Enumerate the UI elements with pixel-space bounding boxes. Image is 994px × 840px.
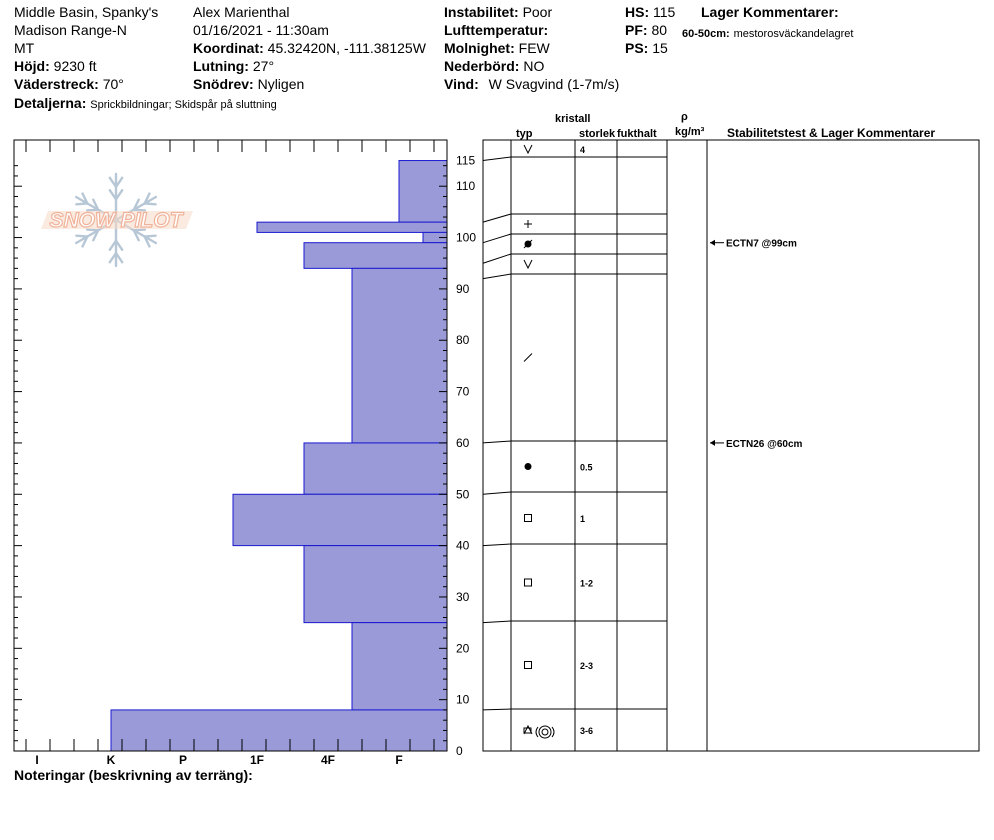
- depth-tick-label: 50: [456, 487, 470, 502]
- hardness-label: I: [35, 753, 39, 767]
- airtemp-label: Lufttemperatur:: [444, 22, 549, 38]
- grain-layer-connector: [483, 621, 511, 623]
- grain-size-label: 3-6: [580, 726, 594, 736]
- depth-tick-label: 70: [456, 384, 470, 399]
- grain-layer-connector: [483, 544, 511, 546]
- hardness-bar: [352, 268, 447, 443]
- precip-value: NO: [523, 58, 545, 74]
- grain-size-label: 4: [580, 145, 586, 155]
- snow-pilot-logo: [41, 174, 193, 266]
- state-name: MT: [14, 40, 35, 56]
- rho-header: ρ: [681, 111, 688, 123]
- grain-layer-connector: [483, 709, 511, 710]
- grain-layer-connector: [483, 234, 511, 243]
- depth-tick-label: 100: [456, 230, 477, 245]
- grain-melt-form-arc-icon: [552, 727, 554, 737]
- depth-tick-label: 90: [456, 281, 470, 296]
- grain-melt-form-arc-icon: [536, 727, 538, 737]
- wind-label: Vind:: [444, 76, 479, 92]
- drift-label: Snödrev:: [193, 76, 254, 92]
- elevation-value: 9230 ft: [53, 58, 97, 74]
- depth-tick-label: 0: [456, 744, 463, 758]
- grain-layer-connector: [483, 254, 511, 263]
- notes-label: Noteringar (beskrivning av terräng):: [14, 767, 253, 783]
- observer: Alex Marienthal: [193, 4, 290, 20]
- hs-label: HS:: [625, 4, 650, 20]
- hardness-label: 4F: [320, 753, 336, 767]
- grain-faceted-icon: [525, 662, 532, 669]
- grain-melt-form-icon: [539, 726, 551, 738]
- grain-layer-connector: [483, 214, 511, 222]
- stability-tests: [710, 239, 803, 450]
- stability-test-label: ECTN7 @99cm: [726, 238, 797, 250]
- hardness-bar: [304, 243, 447, 269]
- grain-rounded-icon: [525, 463, 532, 470]
- location-name: Middle Basin, Spanky's: [14, 4, 159, 20]
- slope-label: Lutning:: [193, 58, 249, 74]
- hardness-bar: [304, 546, 447, 623]
- grain-faceted-icon: [525, 515, 532, 522]
- precip-label: Nederbörd:: [444, 58, 520, 74]
- grain-size-label: 0.5: [580, 462, 593, 473]
- aspect-label: Väderstreck:: [14, 76, 99, 92]
- coord-label: Koordinat:: [193, 40, 264, 56]
- cloud-value: FEW: [518, 40, 550, 56]
- grain-precip-icon: [524, 220, 532, 228]
- elevation-label: Höjd:: [14, 58, 50, 74]
- grain-depth-hoar-icon: [524, 145, 532, 153]
- grain-size-label: 1: [580, 514, 586, 524]
- grain-layer-connector: [483, 492, 511, 494]
- details-value: Sprickbildningar; Skidspår på sluttning: [90, 99, 277, 111]
- snowflake-branch: [76, 203, 87, 204]
- aspect-value: 70°: [102, 76, 124, 92]
- arrow-left-icon: [710, 440, 715, 446]
- snowflake-branch: [145, 236, 156, 237]
- wind-value: W Svagvind (1-7m/s): [488, 76, 620, 92]
- pf-label: PF:: [625, 22, 648, 38]
- drift-value: Nyligen: [257, 76, 305, 92]
- stability-header: Stabilitetstest & Lager Kommentarer: [727, 126, 936, 140]
- hardness-bar: [233, 494, 447, 545]
- depth-tick-label: 10: [456, 692, 470, 707]
- hardness-label: P: [178, 753, 188, 767]
- hardness-bar: [111, 710, 447, 751]
- depth-tick-label: 20: [456, 641, 470, 656]
- grain-layer-connector: [483, 274, 511, 279]
- hs-value: 115: [653, 4, 676, 20]
- fukthalt-header: fukthalt: [617, 128, 657, 140]
- pf-value: 80: [651, 22, 668, 38]
- stability-test-label: ECTN26 @60cm: [726, 438, 803, 450]
- grain-depth-hoar-icon: [524, 260, 532, 268]
- depth-tick-label: 60: [456, 435, 470, 450]
- storlek-header: storlek: [579, 128, 616, 140]
- details-label: Detaljerna:: [14, 95, 87, 111]
- grain-melt-form-inner-icon: [542, 729, 548, 735]
- grain-layer-connector: [483, 157, 511, 161]
- depth-tick-label: 110: [456, 179, 476, 194]
- datetime: 01/16/2021 - 11:30am: [193, 22, 329, 38]
- hardness-label: F: [395, 753, 403, 767]
- range-name: Madison Range-N: [14, 22, 127, 38]
- hardness-bar: [304, 443, 447, 494]
- ps-value: 15: [652, 40, 668, 56]
- depth-tick-label: 40: [456, 538, 470, 553]
- hardness-bar: [352, 623, 447, 710]
- hardness-bars: [111, 161, 447, 751]
- snowflake-branch: [76, 236, 87, 237]
- ps-label: PS:: [625, 40, 649, 56]
- hardness-label: K: [106, 753, 116, 767]
- instability-label: Instabilitet:: [444, 4, 519, 20]
- depth-tick-label: 80: [456, 333, 470, 348]
- grain-faceted-icon: [525, 579, 532, 586]
- grain-decomposed-icon: [524, 354, 532, 362]
- snowflake-branch: [145, 203, 156, 204]
- layer-comments-title: Lager Kommentarer:: [701, 4, 839, 20]
- grain-size-label: 1-2: [580, 578, 594, 589]
- hardness-bar: [399, 161, 447, 223]
- cloud-label: Molnighet:: [444, 40, 515, 56]
- typ-header: typ: [516, 128, 533, 140]
- layer-comment-text: mestorosväckandelagret: [733, 28, 854, 40]
- slope-value: 27°: [252, 58, 275, 74]
- grain-layer-connector: [483, 441, 511, 443]
- grain-size-label: 2-3: [580, 661, 594, 671]
- density-unit-header: kg/m³: [675, 126, 705, 138]
- depth-tick-label: 115: [456, 153, 476, 168]
- hardness-label: 1F: [249, 753, 265, 767]
- coord-value: 45.32420N, -111.38125W: [267, 40, 426, 56]
- depth-tick-label: 30: [456, 589, 470, 604]
- kristall-header: kristall: [555, 113, 591, 125]
- hardness-bar: [257, 222, 447, 232]
- layer-comment-range: 60-50cm:: [682, 28, 730, 40]
- logo-text: SNOW PILOT: [49, 209, 183, 232]
- instability-value: Poor: [522, 4, 553, 20]
- arrow-left-icon: [710, 240, 715, 246]
